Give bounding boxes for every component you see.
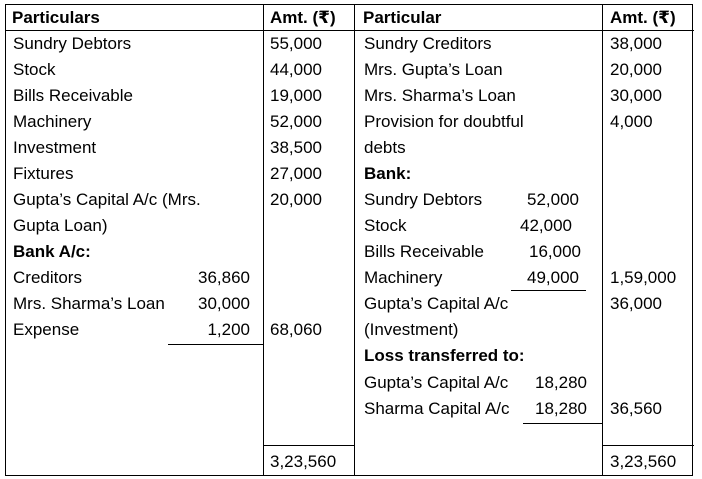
- left-gupta-capital-label-line1: Gupta’s Capital A/c (Mrs.: [13, 190, 201, 209]
- right-bank-machinery-label: Machinery: [364, 268, 443, 287]
- left-fixtures-label: Fixtures: [13, 164, 74, 183]
- left-grand-total: 3,23,560: [270, 452, 337, 471]
- right-loss-sharma-amount: 18,280: [535, 399, 587, 418]
- right-bank-subtotal-rule: [511, 290, 586, 291]
- right-bank-total: 1,59,000: [610, 268, 677, 287]
- left-amount-header: Amt. (₹): [270, 8, 336, 27]
- right-loss-heading: Loss transferred to:: [364, 346, 525, 365]
- right-provision-label-line1: Provision for doubtful: [364, 112, 524, 131]
- right-loss-gupta-label: Gupta’s Capital A/c: [364, 373, 509, 392]
- right-gupta-capital-label-line2: (Investment): [364, 320, 459, 339]
- right-sundry-creditors-label: Sundry Creditors: [364, 34, 492, 53]
- left-gupta-capital-amount: 20,000: [270, 190, 322, 209]
- right-loss-sharma-label: Sharma Capital A/c: [364, 399, 510, 418]
- right-provision-amount: 4,000: [610, 112, 653, 131]
- right-provision-label-line2: debts: [364, 138, 406, 157]
- column-divider: [354, 5, 355, 475]
- left-sharma-loan-label: Mrs. Sharma’s Loan: [13, 294, 165, 313]
- right-gupta-capital-amount: 36,000: [610, 294, 662, 313]
- right-particulars-header: Particular: [363, 8, 442, 27]
- left-machinery-amount: 52,000: [270, 112, 322, 131]
- right-gupta-capital-label-line1: Gupta’s Capital A/c: [364, 294, 509, 313]
- right-bank-debtors-amount: 52,000: [527, 190, 579, 209]
- column-divider: [602, 5, 603, 475]
- left-bills-receivable-label: Bills Receivable: [13, 86, 133, 105]
- right-bank-stock-amount: 42,000: [520, 216, 572, 235]
- right-loss-total: 36,560: [610, 399, 662, 418]
- right-bank-heading: Bank:: [364, 164, 412, 183]
- left-bank-total: 68,060: [270, 320, 322, 339]
- left-bank-heading: Bank A/c:: [13, 242, 91, 261]
- left-expense-label: Expense: [13, 320, 80, 339]
- left-investment-amount: 38,500: [270, 138, 322, 157]
- left-stock-label: Stock: [13, 60, 56, 79]
- left-sundry-debtors-label: Sundry Debtors: [13, 34, 132, 53]
- right-sundry-creditors-amount: 38,000: [610, 34, 662, 53]
- right-bank-bills-label: Bills Receivable: [364, 242, 484, 261]
- right-gupta-loan-amount: 20,000: [610, 60, 662, 79]
- header-divider: [6, 30, 694, 31]
- left-sharma-loan-amount: 30,000: [198, 294, 250, 313]
- right-bank-machinery-amount: 49,000: [527, 268, 579, 287]
- left-investment-label: Investment: [13, 138, 97, 157]
- column-divider: [263, 5, 264, 475]
- right-total-rule: [602, 445, 694, 446]
- left-machinery-label: Machinery: [13, 112, 92, 131]
- right-amount-header: Amt. (₹): [610, 8, 676, 27]
- right-bank-debtors-label: Sundry Debtors: [364, 190, 483, 209]
- right-loss-subtotal-rule: [523, 423, 602, 424]
- right-gupta-loan-label: Mrs. Gupta’s Loan: [364, 60, 503, 79]
- left-gupta-capital-label-line2: Gupta Loan): [13, 216, 108, 235]
- realisation-account-table: [5, 4, 693, 476]
- left-particulars-header: Particulars: [12, 8, 100, 27]
- left-subtotal-rule: [168, 344, 263, 345]
- right-sharma-loan-label: Mrs. Sharma’s Loan: [364, 86, 516, 105]
- left-bills-receivable-amount: 19,000: [270, 86, 322, 105]
- right-bank-bills-amount: 16,000: [529, 242, 581, 261]
- right-grand-total: 3,23,560: [610, 452, 677, 471]
- left-stock-amount: 44,000: [270, 60, 322, 79]
- right-bank-stock-label: Stock: [364, 216, 407, 235]
- right-loss-gupta-amount: 18,280: [535, 373, 587, 392]
- right-sharma-loan-amount: 30,000: [610, 86, 662, 105]
- left-sundry-debtors-amount: 55,000: [270, 34, 322, 53]
- left-fixtures-amount: 27,000: [270, 164, 322, 183]
- left-expense-amount: 1,200: [207, 320, 250, 339]
- left-creditors-amount: 36,860: [198, 268, 250, 287]
- left-total-rule: [263, 445, 354, 446]
- left-creditors-label: Creditors: [13, 268, 82, 287]
